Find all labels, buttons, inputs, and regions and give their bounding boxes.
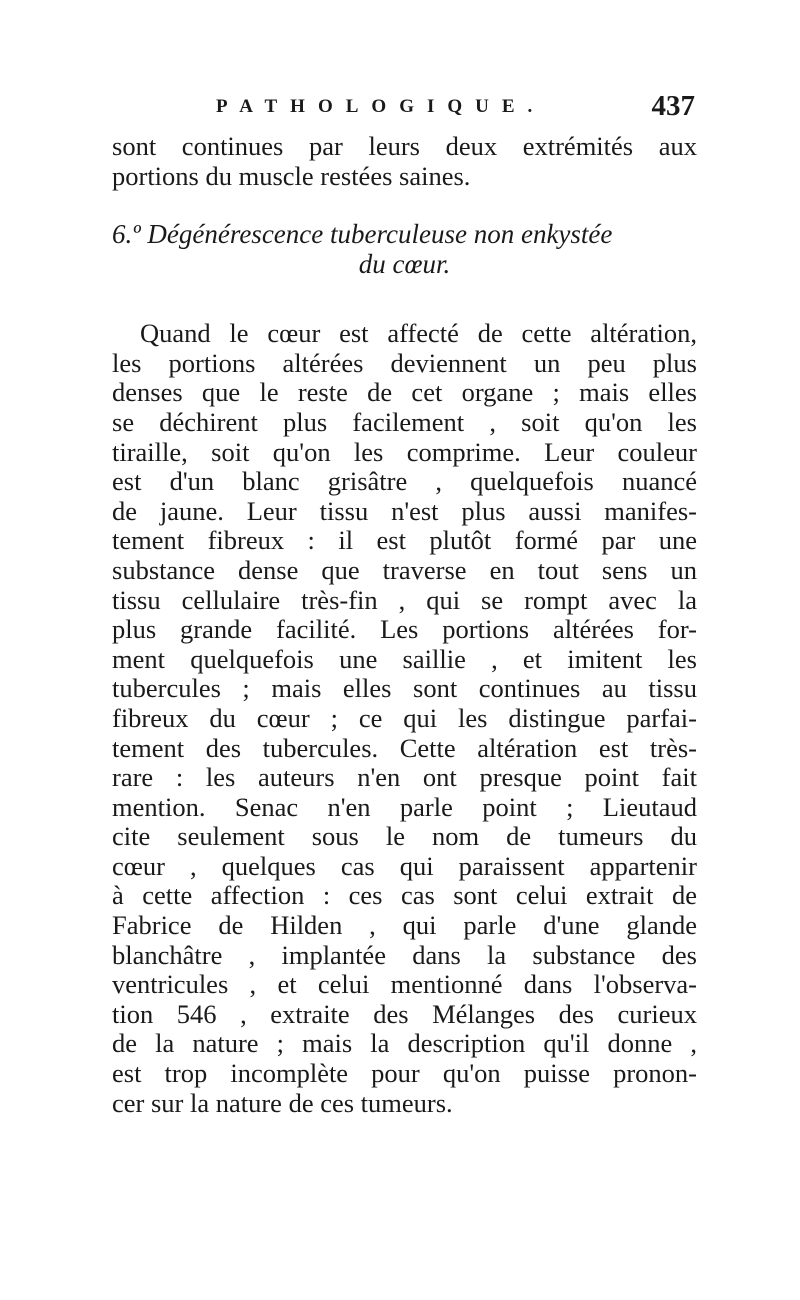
text-line: portions du muscle restées saines. bbox=[112, 160, 471, 191]
text-line: de la nature ; mais la description qu'il donne , bbox=[112, 1028, 697, 1059]
text-line: ment quelquefois une saillie , et imitent les bbox=[112, 643, 697, 674]
text-line: tement des tubercules. Cette altération est très- bbox=[112, 732, 697, 763]
running-title: PATHOLOGIQUE. bbox=[216, 96, 546, 117]
text-line: mention. Senac n'en parle point ; Lieutaud bbox=[112, 791, 697, 822]
text-line: ventricules , et celui mentionné dans l'observa- bbox=[112, 969, 697, 1000]
text-line: tion 546 , extraite des Mélanges des curieux bbox=[112, 998, 697, 1029]
text-line: tiraille, soit qu'on les comprime. Leur couleur bbox=[112, 436, 697, 467]
text-line: est d'un blanc grisâtre , quelquefois nuancé bbox=[112, 466, 697, 497]
text-line: les portions altérées deviennent un peu plus bbox=[112, 347, 697, 378]
intro-paragraph bbox=[112, 132, 697, 191]
text-line: sont continues par leurs deux extrémités aux bbox=[112, 131, 697, 161]
book-page bbox=[112, 90, 697, 1118]
text-line: blanchâtre , implantée dans la substance des bbox=[112, 939, 697, 970]
text-line: substance dense que traverse en tout sens un bbox=[112, 554, 697, 585]
page-number: 437 bbox=[651, 90, 695, 122]
section-title-continuation: du cœur. bbox=[358, 249, 451, 280]
body-paragraph bbox=[112, 319, 697, 1118]
text-line: de jaune. Leur tissu n'est plus aussi manifes- bbox=[112, 495, 697, 526]
text-line: est trop incomplète pour qu'on puisse pronon- bbox=[112, 1058, 697, 1089]
text-line: Fabrice de Hilden , qui parle d'une glande bbox=[112, 910, 697, 941]
running-head bbox=[112, 90, 697, 132]
text-line: cite seulement sous le nom de tumeurs du bbox=[112, 821, 697, 852]
text-line: tissu cellulaire très-fin , qui se rompt avec la bbox=[112, 584, 697, 615]
text-line: fibreux du cœur ; ce qui les distingue parfai- bbox=[112, 702, 697, 733]
text-line: Quand le cœur est affecté de cette altération, bbox=[140, 318, 697, 349]
section-title: 6.º Dégénérescence tuberculeuse non enkystée bbox=[112, 219, 613, 250]
text-line: cœur , quelques cas qui paraissent appartenir bbox=[112, 850, 697, 881]
text-line: plus grande facilité. Les portions altérées for- bbox=[112, 614, 697, 645]
text-line: denses que le reste de cet organe ; mais elles bbox=[112, 377, 697, 408]
text-line: cer sur la nature de ces tumeurs. bbox=[112, 1087, 453, 1118]
text-line: se déchirent plus facilement , soit qu'on les bbox=[112, 406, 697, 437]
text-line: tubercules ; mais elles sont continues au tissu bbox=[112, 673, 697, 704]
text-line: tement fibreux : il est plutôt formé par une bbox=[112, 525, 697, 556]
text-line: à cette affection : ces cas sont celui extrait de bbox=[112, 880, 697, 911]
text-line: rare : les auteurs n'en ont presque point fait bbox=[112, 762, 697, 793]
